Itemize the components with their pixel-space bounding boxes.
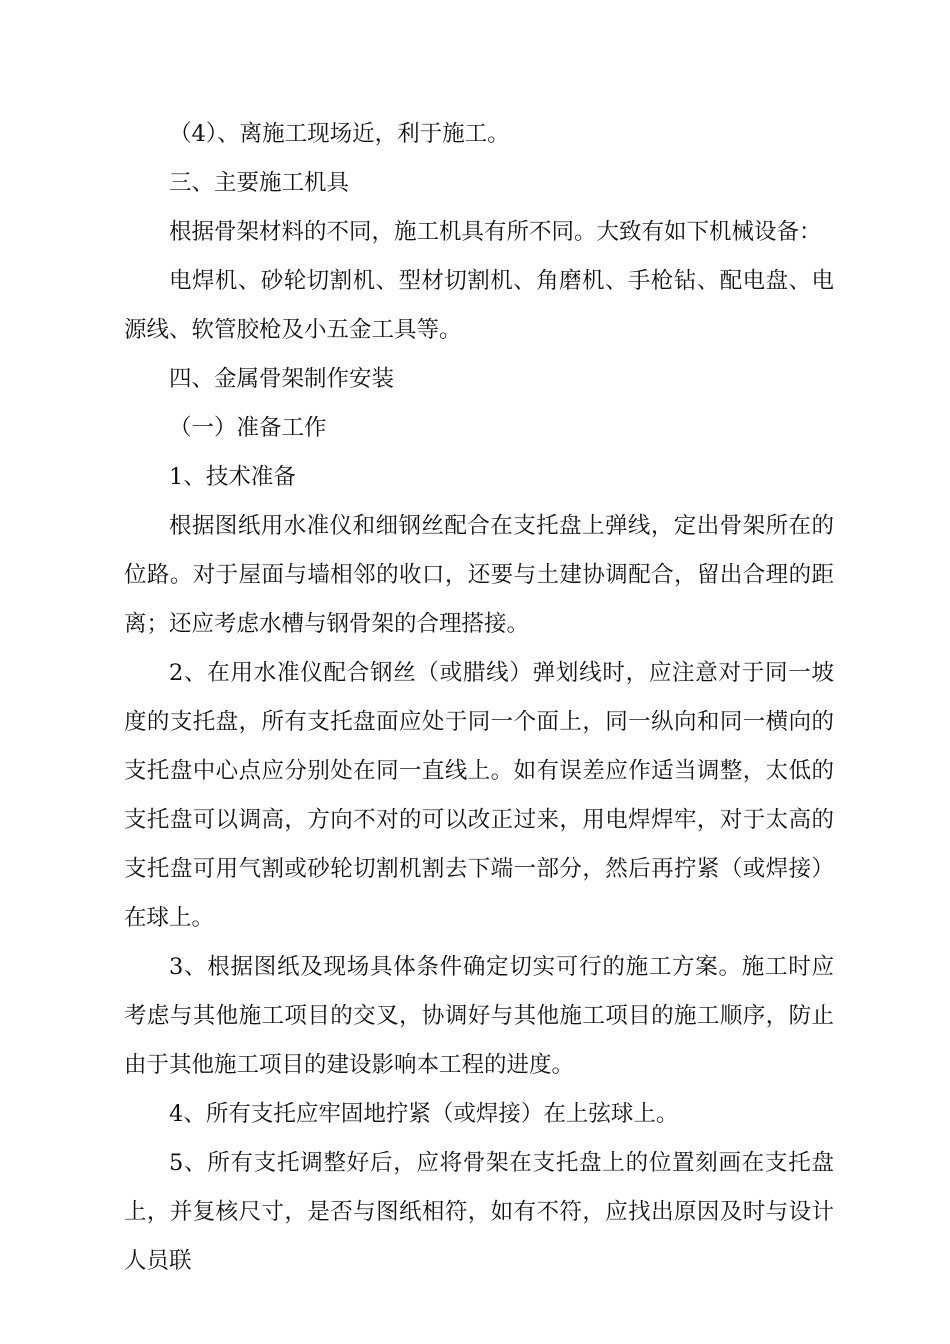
paragraph-tools-list: 电焊机、砂轮切割机、型材切割机、角磨机、手枪钻、配电盘、电源线、软管胶枪及小五金工具等。 — [124, 268, 834, 343]
paragraph-line-marking: 根据图纸用水准仪和细钢丝配合在支托盘上弹线，定出骨架所在的位路。对于屋面与墙相邻的收口，还要与土建协调配合，留出合理的距离；还应考虑水槽与钢骨架的合理搭接。 — [124, 513, 834, 637]
heading-main-tools: 三、主要施工机具 — [169, 170, 350, 196]
paragraph-site-proximity: （4）、离施工现场近，利于施工。 — [169, 121, 510, 147]
heading-metal-frame: 四、金属骨架制作安装 — [169, 366, 395, 392]
paragraph-item-3: 3、根据图纸及现场具体条件确定切实可行的施工方案。施工时应考虑与其他施工项目的交叉，协调好与其他施工项目的施工顺序，防止由于其他施工项目的建设影响本工程的进度。 — [124, 954, 834, 1078]
paragraph-tools-intro: 根据骨架材料的不同，施工机具有所不同。大致有如下机械设备： — [169, 219, 822, 245]
document-body — [124, 110, 834, 1286]
heading-preparation: （一）准备工作 — [169, 415, 327, 441]
paragraph-item-5: 5、所有支托调整好后，应将骨架在支托盘上的位置刻画在支托盘上，并复核尺寸，是否与图纸相符，如有不符，应找出原因及时与设计人员联 — [124, 1150, 834, 1274]
paragraph-item-2: 2、在用水准仪配合钢丝（或腊线）弹划线时，应注意对于同一坡度的支托盘，所有支托盘面应处于同一个面上，同一纵向和同一横向的支托盘中心点应分别处在同一直线上。如有误差应作适当调整，太低的支托盘可以调高，方向不对的可以改正过来，用电焊焊牢，对于太高的支托盘可用气割或砂轮切割机割去下端一部分，然后再拧紧（或焊接）在球上。 — [124, 660, 834, 931]
heading-technical-prep: 1、技术准备 — [169, 464, 296, 490]
paragraph-item-4: 4、所有支托应牢固地拧紧（或焊接）在上弦球上。 — [169, 1101, 679, 1127]
